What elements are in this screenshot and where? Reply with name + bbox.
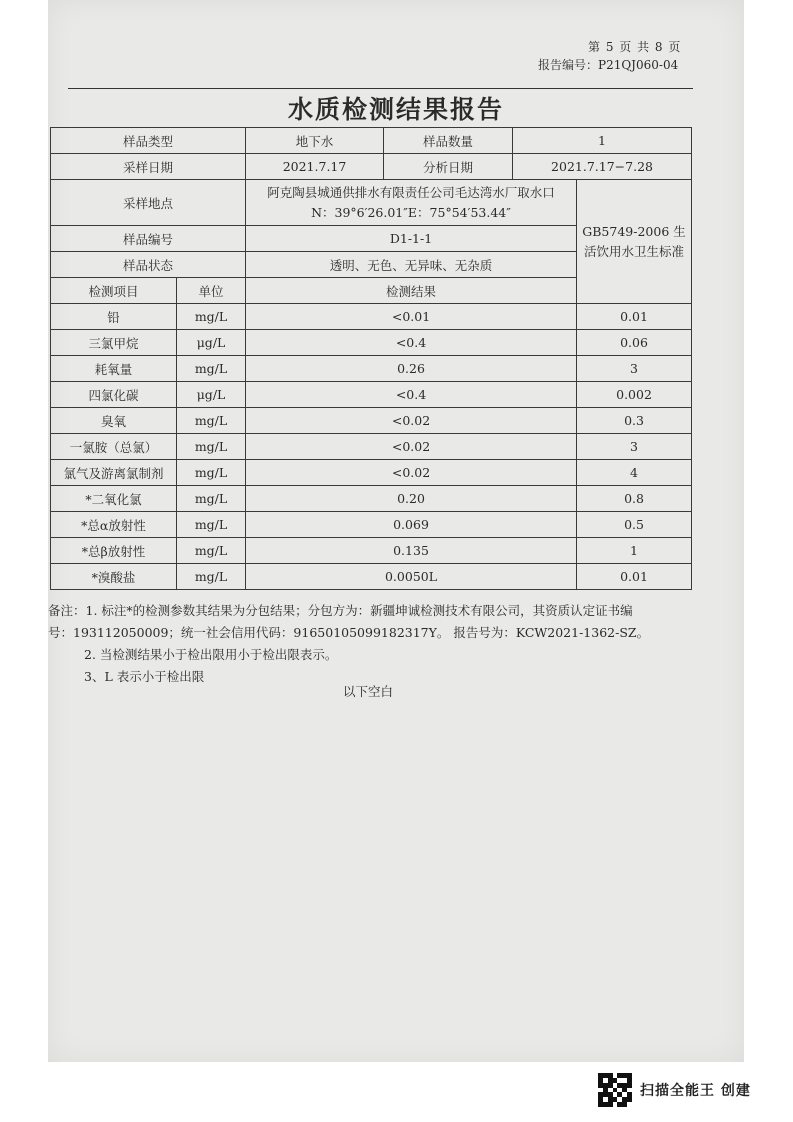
analysis-date-value: 2021.7.17−7.28 bbox=[513, 154, 692, 180]
item-result: 0.0050L bbox=[246, 564, 577, 590]
item-name: 四氯化碳 bbox=[51, 382, 177, 408]
table-row bbox=[51, 512, 692, 538]
column-item: 检测项目 bbox=[51, 278, 177, 304]
sampling-date-label: 采样日期 bbox=[51, 154, 246, 180]
table-row bbox=[51, 538, 692, 564]
column-unit: 单位 bbox=[177, 278, 246, 304]
item-name: 臭氧 bbox=[51, 408, 177, 434]
item-name: 三氯甲烷 bbox=[51, 330, 177, 356]
item-unit: mg/L bbox=[177, 538, 246, 564]
item-standard: 3 bbox=[577, 434, 692, 460]
item-standard: 0.01 bbox=[577, 304, 692, 330]
item-name: *总α放射性 bbox=[51, 512, 177, 538]
item-result: 0.20 bbox=[246, 486, 577, 512]
item-result: 0.135 bbox=[246, 538, 577, 564]
item-unit: mg/L bbox=[177, 564, 246, 590]
sample-type-label: 样品类型 bbox=[51, 128, 246, 154]
notes bbox=[48, 600, 688, 688]
table-row bbox=[51, 330, 692, 356]
note-line-4: 3、L 表示小于检出限 bbox=[84, 669, 205, 684]
watermark-text: 扫描全能王 创建 bbox=[640, 1083, 751, 1099]
blank-below-note: 以下空白 bbox=[342, 684, 393, 699]
item-name: 一氯胺（总氯） bbox=[51, 434, 177, 460]
item-unit: mg/L bbox=[177, 408, 246, 434]
report-number: 报告编号：P21QJ060-04 bbox=[538, 58, 679, 72]
item-name: *溴酸盐 bbox=[51, 564, 177, 590]
table-row bbox=[51, 356, 692, 382]
item-unit: μg/L bbox=[177, 330, 246, 356]
table-row bbox=[51, 564, 692, 590]
report-page bbox=[48, 0, 744, 1062]
table-row bbox=[51, 486, 692, 512]
table-row bbox=[51, 382, 692, 408]
standard-header: GB5749-2006 生活饮用水卫生标准 bbox=[577, 180, 692, 304]
item-name: *二氧化氯 bbox=[51, 486, 177, 512]
table-row bbox=[51, 304, 692, 330]
note-line-3: 2. 当检测结果小于检出限用小于检出限表示。 bbox=[84, 647, 338, 662]
column-result: 检测结果 bbox=[246, 278, 577, 304]
sample-count-label: 样品数量 bbox=[384, 128, 513, 154]
location-label: 采样地点 bbox=[51, 180, 246, 226]
table-row bbox=[51, 460, 692, 486]
item-result: <0.01 bbox=[246, 304, 577, 330]
item-standard: 3 bbox=[577, 356, 692, 382]
item-standard: 1 bbox=[577, 538, 692, 564]
results-table bbox=[50, 127, 692, 590]
analysis-date-label: 分析日期 bbox=[384, 154, 513, 180]
item-unit: mg/L bbox=[177, 460, 246, 486]
sample-state-label: 样品状态 bbox=[51, 252, 246, 278]
item-result: <0.02 bbox=[246, 408, 577, 434]
item-result: 0.26 bbox=[246, 356, 577, 382]
sample-type-value: 地下水 bbox=[246, 128, 384, 154]
location-value bbox=[246, 180, 577, 226]
location-line-1: 阿克陶县城通供排水有限责任公司毛达湾水厂取水口 bbox=[267, 184, 555, 200]
item-unit: mg/L bbox=[177, 512, 246, 538]
header-divider bbox=[68, 88, 693, 89]
item-unit: mg/L bbox=[177, 434, 246, 460]
item-unit: mg/L bbox=[177, 486, 246, 512]
table-row bbox=[51, 434, 692, 460]
item-name: 氯气及游离氯制剂 bbox=[51, 460, 177, 486]
item-standard: 0.5 bbox=[577, 512, 692, 538]
sample-id-value: D1-1-1 bbox=[246, 226, 577, 252]
item-result: <0.02 bbox=[246, 460, 577, 486]
item-name: *总β放射性 bbox=[51, 538, 177, 564]
table-row bbox=[51, 408, 692, 434]
item-unit: μg/L bbox=[177, 382, 246, 408]
item-standard: 0.06 bbox=[577, 330, 692, 356]
item-result: 0.069 bbox=[246, 512, 577, 538]
date-row bbox=[51, 154, 692, 180]
item-standard: 0.8 bbox=[577, 486, 692, 512]
page-number: 第 5 页 共 8 页 bbox=[588, 40, 682, 54]
item-name: 耗氧量 bbox=[51, 356, 177, 382]
report-title: 水质检测结果报告 bbox=[287, 95, 504, 124]
item-result: <0.4 bbox=[246, 382, 577, 408]
location-row bbox=[51, 180, 692, 226]
sample-id-label: 样品编号 bbox=[51, 226, 246, 252]
sample-state-value: 透明、无色、无异味、无杂质 bbox=[246, 252, 577, 278]
item-standard: 0.01 bbox=[577, 564, 692, 590]
item-unit: mg/L bbox=[177, 356, 246, 382]
scanner-watermark bbox=[598, 1072, 751, 1108]
sample-type-row bbox=[51, 128, 692, 154]
note-line-2: 号：193112050009；统一社会信用代码：91650105099182317Y。 报告号为：KCW2021-1362-SZ。 bbox=[48, 625, 650, 640]
sample-count-value: 1 bbox=[513, 128, 692, 154]
item-result: <0.02 bbox=[246, 434, 577, 460]
item-standard: 0.3 bbox=[577, 408, 692, 434]
item-unit: mg/L bbox=[177, 304, 246, 330]
location-line-2: N：39°6′26.01″E：75°54′53.44″ bbox=[311, 204, 511, 220]
item-standard: 0.002 bbox=[577, 382, 692, 408]
note-line-1: 备注：1. 标注*的检测参数其结果为分包结果；分包方为：新疆坤诚检测技术有限公司，其资质认定证书编 bbox=[48, 603, 633, 618]
qr-code-icon bbox=[598, 1073, 632, 1107]
item-standard: 4 bbox=[577, 460, 692, 486]
item-name: 铅 bbox=[51, 304, 177, 330]
item-result: <0.4 bbox=[246, 330, 577, 356]
sampling-date-value: 2021.7.17 bbox=[246, 154, 384, 180]
